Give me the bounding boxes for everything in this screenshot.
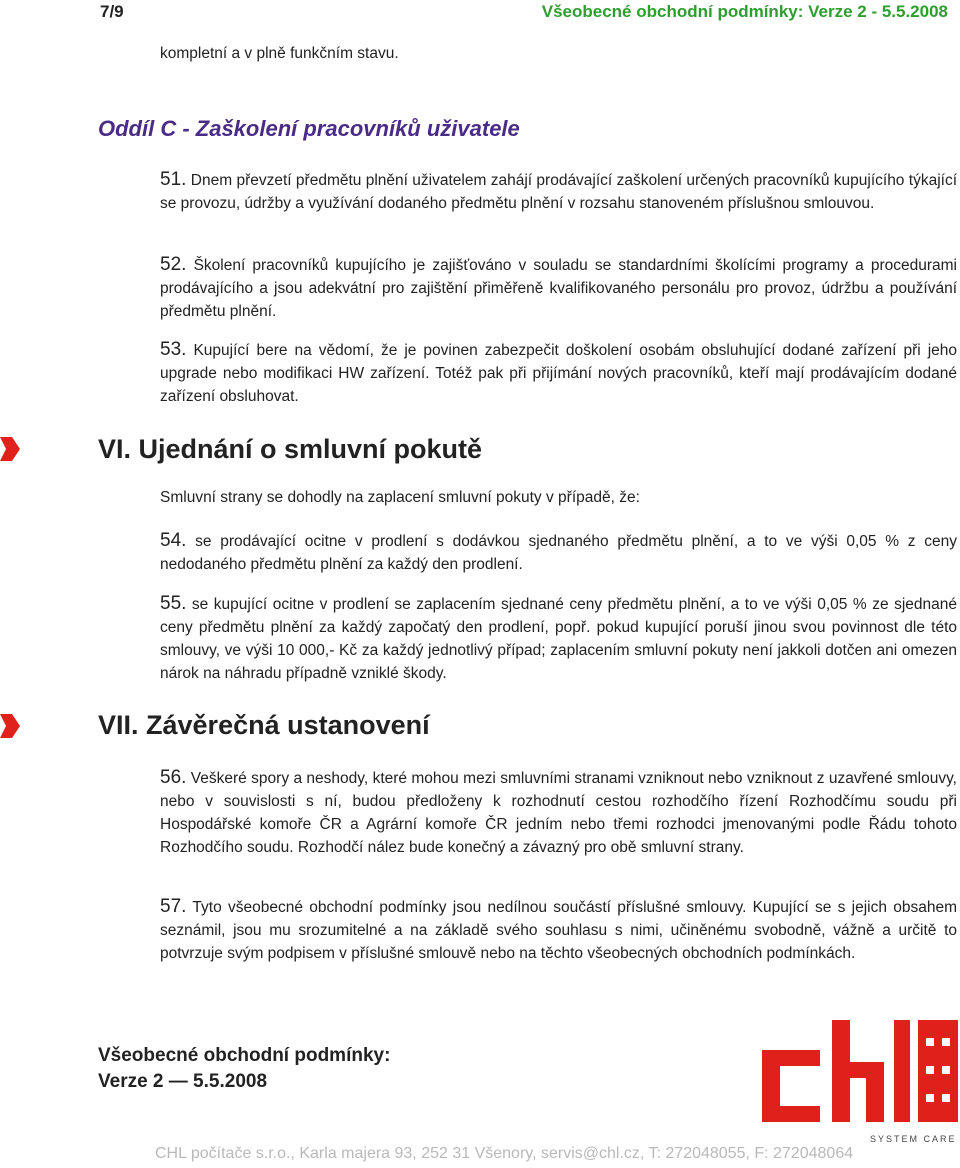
clause-number: 56. xyxy=(160,767,187,788)
clause-text: Tyto všeobecné obchodní podmínky jsou nedílnou součástí příslušné smlouvy. Kupující se s jejich obsahem seznámil, jsou mu srozumitelné a na základě svého souhlasu s nimi, učiněnému svobodně, vážně a určitě to potvrzuje svým podpisem v příslušné smlouvě nebo na těchto všeobecných obchodních podmínkách. xyxy=(160,899,957,962)
clause-number: 55. xyxy=(160,593,187,614)
footer-title-line1: Všeobecné obchodní podmínky: xyxy=(98,1045,391,1066)
chl-logo xyxy=(760,1020,958,1132)
clause-55 xyxy=(160,592,957,685)
clause-text: se kupující ocitne v prodlení se zaplacením sjednané ceny předmětu plnění, a to ve výši 0,05 % ze sjednané ceny předmětu plnění za každý započatý den prodlení, popř. pokud kupující poruší jinou svou povinnost dle této smlouvy, ve výši 10 000,- Kč za každý jednotlivý případ; zaplacením smluvní pokuty není jakkoli dotčen ani omezen nárok na náhradu případně vzniklé škody. xyxy=(160,596,957,682)
section-vi-heading: VI. Ujednání o smluvní pokutě xyxy=(98,434,483,464)
clause-56 xyxy=(160,766,957,859)
footer-title-line2: Verze 2 — 5.5.2008 xyxy=(98,1071,268,1092)
section-vii-heading: VII. Závěrečná ustanovení xyxy=(98,710,430,740)
clause-51 xyxy=(160,168,957,215)
page-number: 7/9 xyxy=(100,2,124,21)
clause-53 xyxy=(160,338,957,408)
clause-number: 53. xyxy=(160,339,187,360)
clause-text: Kupující bere na vědomí, že je povinen zabezpečit doškolení osobám obsluhující dodané zařízení při jeho upgrade nebo modifikaci HW zařízení. Totéž pak při přijímání nových pracovníků, kteří mají prodávajícím dodané zařízení obsluhovat. xyxy=(160,342,957,405)
clause-text: Školení pracovníků kupujícího je zajišťováno v souladu se standardními školícími programy a procedurami prodávajícího a jsou adekvátní pro zajištění přiměřeně kvalifikovaného personálu pro provoz, údržbu a používání předmětu plnění. xyxy=(160,257,957,320)
section-vi-intro: Smluvní strany se dohodly na zaplacení smluvní pokuty v případě, že: xyxy=(160,489,640,506)
clause-number: 51. xyxy=(160,169,187,190)
clause-number: 57. xyxy=(160,896,187,917)
section-marker-icon xyxy=(0,714,20,738)
section-marker-icon xyxy=(0,437,20,461)
clause-54 xyxy=(160,529,957,576)
subsection-c-heading: Oddíl C - Zaškolení pracovníků uživatele xyxy=(98,116,520,141)
clause-52 xyxy=(160,253,957,323)
clause-57 xyxy=(160,895,957,965)
clause-text: Veškeré spory a neshody, které mohou mezi smluvními stranami vzniknout nebo vzniknout z uzavřené smlouvy, nebo v souvislosti s ní, budou předloženy k rozhodnutí cestou rozhodčího řízení Rozhodčímu soudu při Hospodářské komoře ČR a Agrární komoře ČR jedním nebo třemi rozhodci jmenovanými podle Řádu tohoto Rozhodčího soudu. Rozhodčí nález bude konečný a závazný pro obě smluvní strany. xyxy=(160,770,957,856)
logo-caption: SYSTEM CARE xyxy=(870,1134,957,1144)
footer-contact: CHL počítače s.r.o., Karla majera 93, 252 31 Všenory, servis@chl.cz, T: 272048055, F: 272048064 xyxy=(155,1145,854,1162)
clause-number: 52. xyxy=(160,254,187,275)
clause-text: Dnem převzetí předmětu plnění uživatelem zahájí prodávající zaškolení určených pracovníků kupujícího týkající se provozu, údržby a využívání dodaného předmětu plnění v rozsahu stanoveném příslušnou smlouvou. xyxy=(160,172,957,212)
document-title-header: Všeobecné obchodní podmínky: Verze 2 - 5.5.2008 xyxy=(541,2,948,21)
clause-text: se prodávající ocitne v prodlení s dodávkou sjednaného předmětu plnění, a to ve výši 0,05 % z ceny nedodaného předmětu plnění za každý den prodlení. xyxy=(160,533,957,573)
intro-text: kompletní a v plně funkčním stavu. xyxy=(160,45,399,62)
clause-number: 54. xyxy=(160,530,187,551)
